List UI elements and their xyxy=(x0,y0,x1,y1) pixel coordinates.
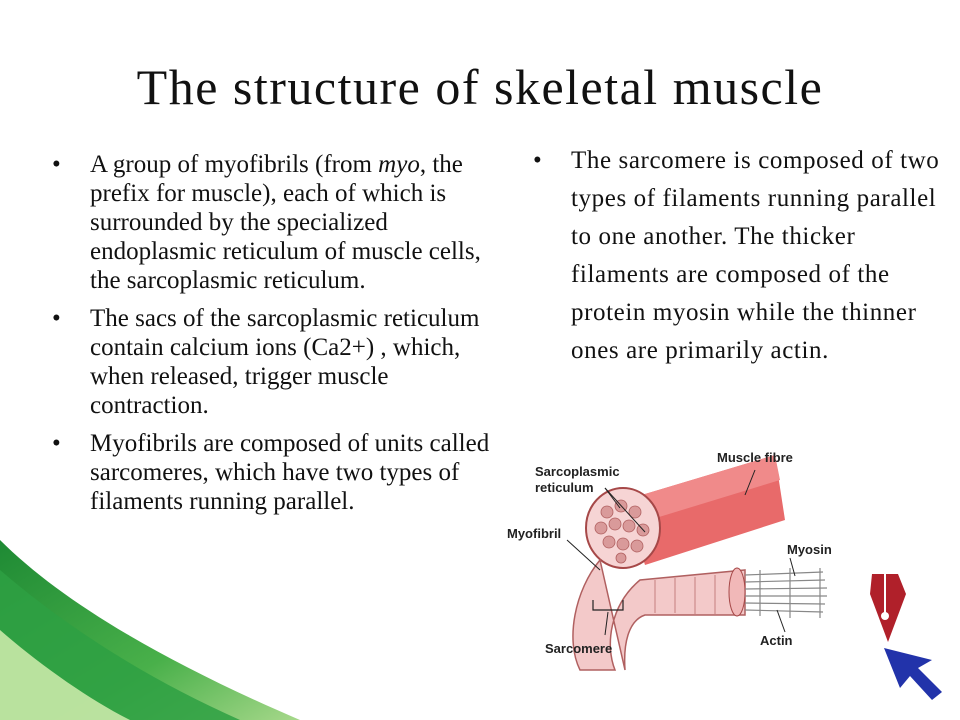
label-myofibril: Myofibril xyxy=(507,526,562,541)
label-sarcoplasmic: Sarcoplasmic xyxy=(535,464,620,479)
label-sarcomere: Sarcomere xyxy=(545,641,613,656)
label-myosin: Myosin xyxy=(787,542,832,557)
bullet-item xyxy=(52,429,502,516)
corner-green-swoosh xyxy=(0,540,300,720)
bullet-item xyxy=(52,150,502,295)
right-bullet-list xyxy=(533,142,958,370)
bullet-text-pre: A group of myofibrils (from xyxy=(90,151,379,178)
label-muscle-fibre: Muscle fibre xyxy=(717,450,793,465)
muscle-structure-diagram xyxy=(505,440,855,678)
bullet-text: The sarcomere is composed of two types of filaments running parallel to one another. The thicker filaments are composed of the protein myosin while the thinner ones are primarily actin. xyxy=(571,147,940,364)
bullet-item xyxy=(52,304,502,420)
bullet-item xyxy=(533,142,958,370)
bullet-text-post: , the prefix for muscle), each of which is surrounded by the specialized endoplasmic reticulum of muscle cells, the sarcoplasmic reticulum. xyxy=(90,151,481,294)
bullet-dot: • xyxy=(533,147,543,174)
bullet-dot: • xyxy=(52,430,61,457)
left-bullet-list xyxy=(52,150,502,525)
label-reticulum: reticulum xyxy=(535,480,594,495)
bullet-text: The sacs of the sarcoplasmic reticulum contain calcium ions (Ca2+) , which, when released, trigger muscle contraction. xyxy=(90,305,480,419)
bullet-dot: • xyxy=(52,151,61,178)
bullet-text: Myofibrils are composed of units called sarcomeres, which have two types of filaments running parallel. xyxy=(90,430,490,515)
label-actin: Actin xyxy=(760,633,793,648)
slide-title: The structure of skeletal muscle xyxy=(136,59,824,115)
bullet-text-emphasis: myo xyxy=(378,151,420,178)
cursor-arrow-icon xyxy=(884,648,942,700)
fountain-pen-icon xyxy=(860,560,960,700)
bullet-dot: • xyxy=(52,305,61,332)
